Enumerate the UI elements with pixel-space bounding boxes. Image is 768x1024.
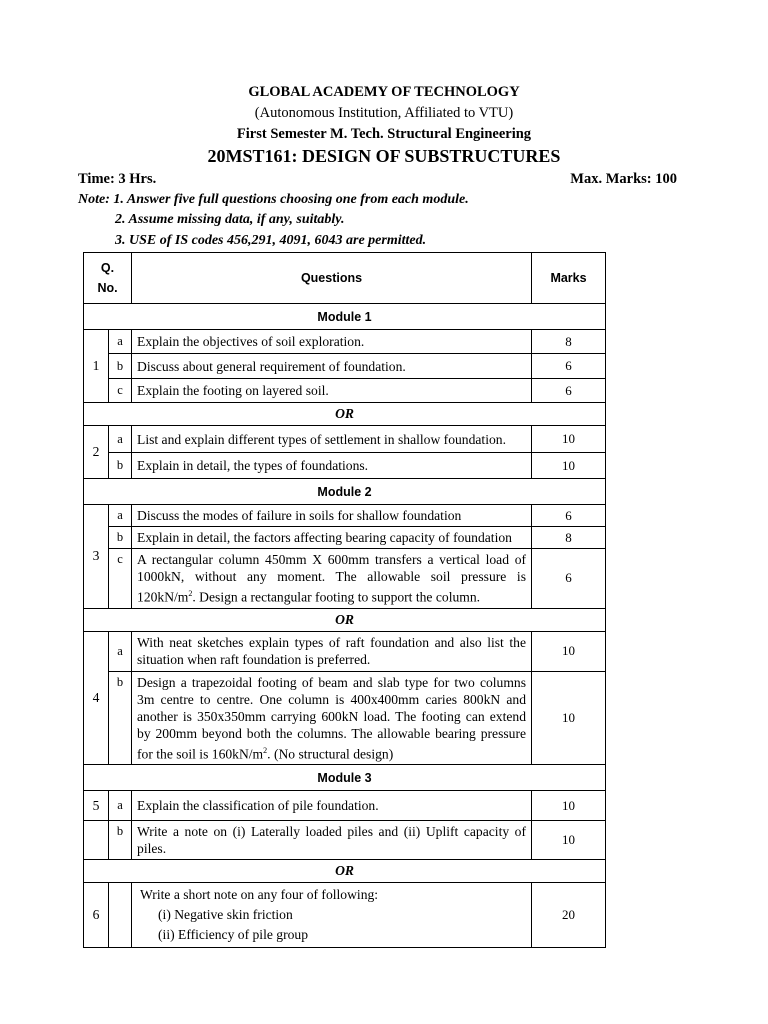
q1c-row (84, 379, 606, 403)
or-label: OR (84, 403, 606, 426)
q5a-label: a (109, 791, 132, 821)
q2b-label: b (109, 453, 132, 479)
qno-header-line1: Q. (100, 261, 115, 275)
or-label: OR (84, 608, 606, 631)
q2a-label: a (109, 426, 132, 453)
q3c-label: c (109, 549, 132, 609)
q3b-label: b (109, 527, 132, 549)
q5b-marks: 10 (532, 821, 606, 860)
questions-header: Questions (132, 253, 532, 304)
q4b-text (132, 671, 532, 765)
q4b-label: b (109, 671, 132, 765)
semester-line: First Semester M. Tech. Structural Engineering (236, 126, 532, 142)
q4a-marks: 10 (532, 631, 606, 671)
q3c-row (84, 549, 606, 609)
module-1-heading: Module 1 (84, 304, 606, 330)
q3a-label: a (109, 505, 132, 527)
q4a-text: With neat sketches explain types of raft foundation and also list the situation when raft foundation is preferred. (132, 631, 532, 671)
q3c-text (132, 549, 532, 609)
q3a-marks: 6 (532, 505, 606, 527)
q1b-label: b (109, 354, 132, 379)
q4a-label: a (109, 631, 132, 671)
q2a-row (84, 426, 606, 453)
q2b-row (84, 453, 606, 479)
q1a-row (84, 330, 606, 354)
affiliation: (Autonomous Institution, Affiliated to VTU) (254, 105, 514, 121)
q1b-text: Discuss about general requirement of foundation. (132, 354, 532, 379)
q5a-text: Explain the classification of pile foundation. (132, 791, 532, 821)
question-table (83, 252, 606, 948)
institution-name: GLOBAL ACADEMY OF TECHNOLOGY (248, 84, 520, 100)
q4b-marks: 10 (532, 671, 606, 765)
q1a-marks: 8 (532, 330, 606, 354)
q4b-superscript: 2 (263, 745, 268, 755)
q3c-text-end: . Design a rectangular footing to support the column. (192, 589, 481, 605)
or-row-3 (84, 860, 606, 883)
q5b-text: Write a note on (i) Laterally loaded piles and (ii) Uplift capacity of piles. (132, 821, 532, 860)
q3-number: 3 (84, 505, 109, 609)
q6-item-1: (i) Negative skin friction (158, 907, 293, 923)
q4b-text-end: . (No structural design) (267, 746, 394, 762)
q6-number: 6 (84, 883, 109, 948)
q3c-superscript: 2 (188, 589, 193, 598)
note-2: 2. Assume missing data, if any, suitably. (115, 212, 345, 227)
q6-label-blank (109, 883, 132, 948)
q2a-marks: 10 (532, 426, 606, 453)
module-3-heading: Module 3 (84, 765, 606, 791)
q1c-text: Explain the footing on layered soil. (132, 379, 532, 403)
marks-header: Marks (532, 253, 606, 304)
q5b-row (84, 821, 606, 860)
module-2-heading: Module 2 (84, 479, 606, 505)
q1c-label: c (109, 379, 132, 403)
table-header-row (84, 253, 606, 304)
module-3-row (84, 765, 606, 791)
qno-header-line2: No. (97, 281, 118, 295)
q1a-text: Explain the objectives of soil exploration. (132, 330, 532, 354)
or-label: OR (84, 860, 606, 883)
q6-row (84, 883, 606, 948)
note-1: Note: 1. Answer five full questions choosing one from each module. (78, 192, 469, 207)
q2a-text: List and explain different types of settlement in shallow foundation. (132, 426, 532, 453)
q2b-text: Explain in detail, the types of foundations. (132, 453, 532, 479)
module-2-row (84, 479, 606, 505)
module-1-row (84, 304, 606, 330)
q1b-marks: 6 (532, 354, 606, 379)
q4-number: 4 (84, 631, 109, 765)
q5b-label: b (109, 821, 132, 860)
q1b-row (84, 354, 606, 379)
q3c-marks: 6 (532, 549, 606, 609)
exam-time: Time: 3 Hrs. (78, 171, 157, 187)
q6-text (132, 883, 532, 948)
q1c-marks: 6 (532, 379, 606, 403)
q1-number: 1 (84, 330, 109, 403)
q5-number-blank (84, 821, 109, 860)
q6-intro: Write a short note on any four of following: (140, 887, 379, 903)
qno-header (84, 253, 132, 304)
q6-item-2: (ii) Efficiency of pile group (158, 927, 308, 943)
q3b-text: Explain in detail, the factors affecting bearing capacity of foundation (132, 527, 532, 549)
or-row-1 (84, 403, 606, 426)
q3b-marks: 8 (532, 527, 606, 549)
q3a-row (84, 505, 606, 527)
or-row-2 (84, 608, 606, 631)
q2b-marks: 10 (532, 453, 606, 479)
max-marks: Max. Marks: 100 (570, 171, 677, 187)
q5a-row (84, 791, 606, 821)
q3b-row (84, 527, 606, 549)
q4b-text-main: Design a trapezoidal footing of beam and slab type for two columns 3m centre to centre. One column is 400x400mm caries 800kN and another is 350x350mm carrying 600kN load. The footing can extend by 200mm beyond both the columns. The allowable bearing pressure for the soil is 160kN/m (137, 674, 527, 762)
q3a-text: Discuss the modes of failure in soils for shallow foundation (132, 505, 532, 527)
q2-number: 2 (84, 426, 109, 479)
q4b-row (84, 671, 606, 765)
q6-marks: 20 (532, 883, 606, 948)
q5-number: 5 (84, 791, 109, 821)
q5a-marks: 10 (532, 791, 606, 821)
q1a-label: a (109, 330, 132, 354)
course-title: 20MST161: DESIGN OF SUBSTRUCTURES (207, 146, 561, 166)
note-3: 3. USE of IS codes 456,291, 4091, 6043 are permitted. (115, 233, 427, 248)
q3c-text-main: A rectangular column 450mm X 600mm transfers a vertical load of 1000kN, without any moment. The allowable soil pressure is 120kN/m (137, 552, 527, 605)
q4a-row (84, 631, 606, 671)
